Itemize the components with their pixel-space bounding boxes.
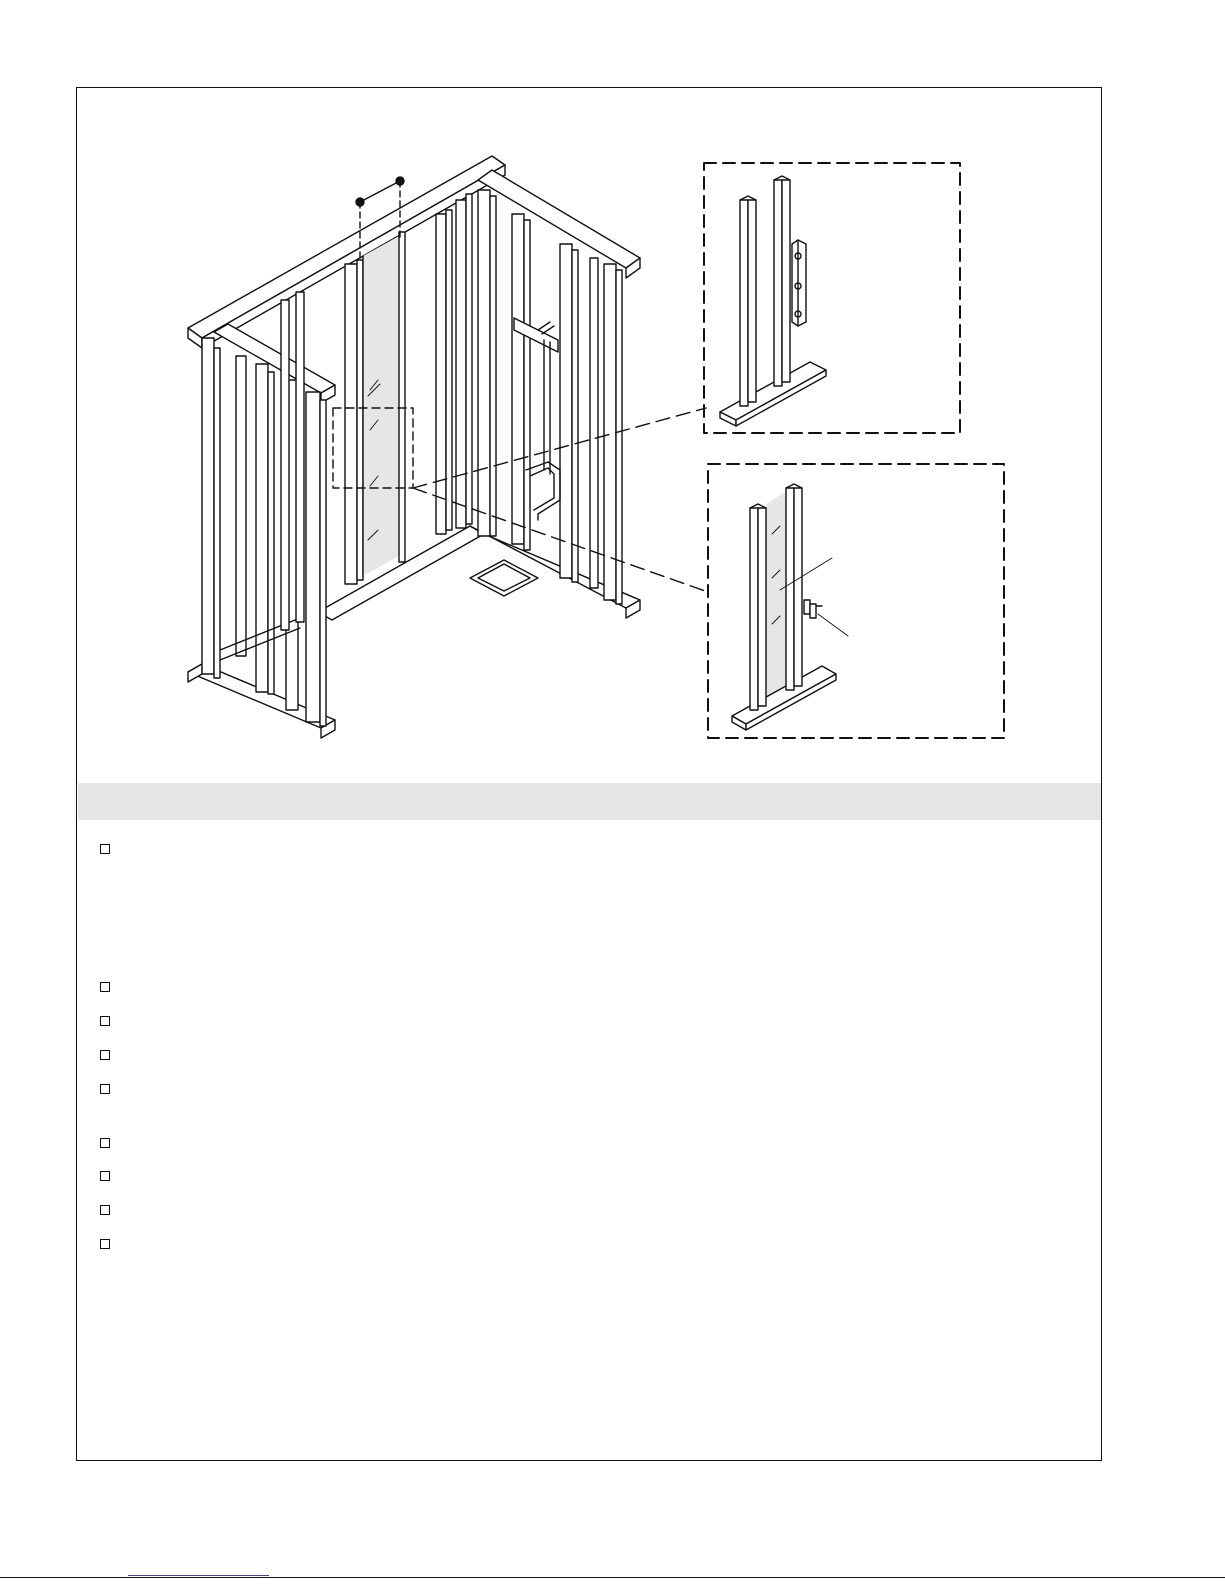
footer-link-underline[interactable] bbox=[128, 1575, 269, 1576]
list-item bbox=[100, 1080, 1060, 1100]
grab-bar-detail-icon bbox=[708, 464, 1004, 738]
blocking-detail-icon bbox=[704, 163, 960, 433]
checkbox-icon[interactable] bbox=[100, 1239, 110, 1249]
footer-divider bbox=[0, 1577, 1225, 1578]
list-item bbox=[100, 1046, 1060, 1066]
list-item bbox=[100, 1134, 1060, 1154]
checkbox-icon[interactable] bbox=[100, 1171, 110, 1181]
list-item bbox=[100, 1167, 1060, 1187]
checkbox-icon[interactable] bbox=[100, 1205, 110, 1215]
checkbox-icon[interactable] bbox=[100, 1138, 110, 1148]
wall-frame-icon bbox=[188, 156, 708, 738]
list-item bbox=[100, 840, 1060, 860]
framing-illustration bbox=[0, 0, 1225, 790]
list-item bbox=[100, 978, 1060, 998]
list-item bbox=[100, 1012, 1060, 1032]
checkbox-icon[interactable] bbox=[100, 1050, 110, 1060]
checkbox-icon[interactable] bbox=[100, 1016, 110, 1026]
checkbox-icon[interactable] bbox=[100, 1084, 110, 1094]
list-item bbox=[100, 1201, 1060, 1221]
checkbox-icon[interactable] bbox=[100, 844, 110, 854]
section-header bbox=[78, 783, 1101, 820]
checkbox-icon[interactable] bbox=[100, 982, 110, 992]
list-item bbox=[100, 1235, 1060, 1255]
